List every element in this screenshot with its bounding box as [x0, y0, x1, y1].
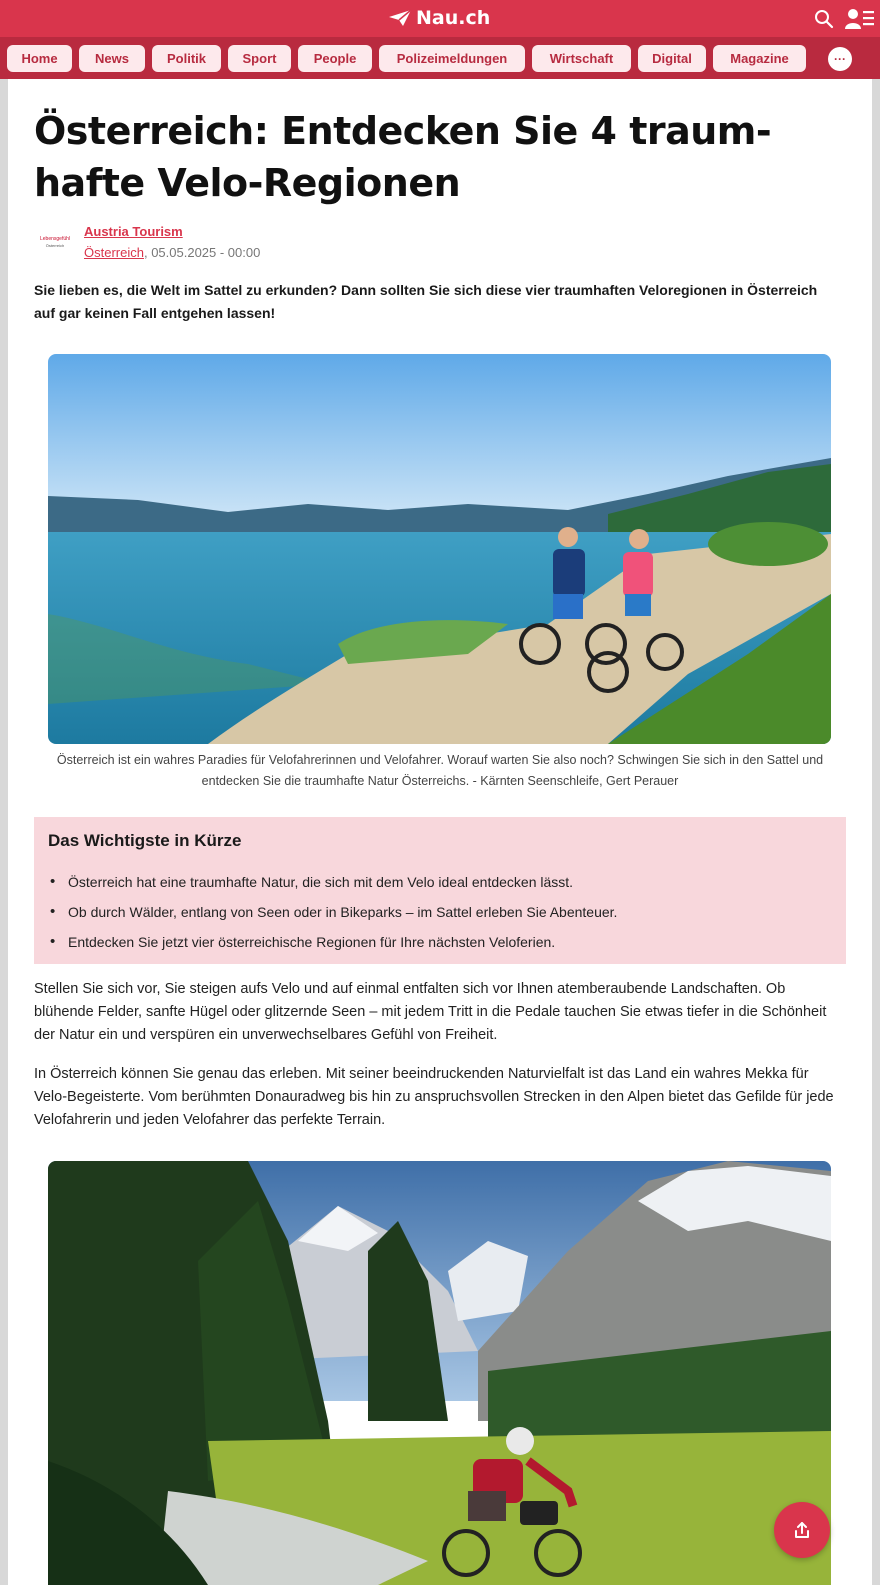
category-nav	[0, 37, 880, 79]
summary-box	[34, 817, 846, 964]
lake-scene-image	[48, 354, 831, 744]
article-image-mountain-cyclist[interactable]	[48, 1161, 831, 1585]
article-paragraph: Stellen Sie sich vor, Sie steigen aufs Velo und auf einmal entfalten sich vor Ihnen atemberaubende Landschaften. Ob blühende Felder, sanfte Hügel oder glitzernde Seen – mit jedem Tritt in die Pedale tauchen Sie etwas tiefer in die Schönheit der Natur ein und verspüren ein unverwechselbares Gefühl von Freiheit.	[34, 981, 827, 1043]
search-button[interactable]	[812, 7, 836, 31]
nav-item-people[interactable]: People	[298, 45, 372, 72]
article-title: Österreich: Entdecken Sie 4 traumhafte Velo-Regionen	[34, 109, 772, 205]
nav-item-wirtschaft[interactable]: Wirtschaft	[532, 45, 631, 72]
site-logo[interactable]	[388, 6, 490, 30]
user-menu-icon	[845, 8, 875, 30]
share-icon	[792, 1520, 812, 1540]
article-lead: Sie lieben es, die Welt im Sattel zu erkunden? Dann sollten Sie sich diese vier traumhaften Veloregionen in Österreich auf gar keinen Fall entgehen lassen!	[34, 282, 818, 321]
article-paragraph: In Österreich können Sie genau das erleben. Mit seiner beeindruckenden Naturvielfalt ist das Land ein wahres Mekka für Velo-Begeisterte. Vom berühmten Donauradweg bis hin zu anspruchsvollen Strecken in den Alpen bietet das Gefilde für jede Velofahrerin und jeden Velofahrer das perfekte Terrain.	[34, 1066, 834, 1128]
author-logo-line1: Lebensgefühl	[39, 236, 71, 242]
site-logo-text: Nau.ch	[416, 7, 491, 29]
summary-item: • Österreich hat eine traumhafte Natur, die sich mit dem Velo ideal entdecken lässt.	[48, 867, 828, 897]
nav-item-politik[interactable]: Politik	[152, 45, 221, 72]
share-button[interactable]	[774, 1502, 830, 1558]
publish-date: , 05.05.2025 - 00:00	[143, 245, 261, 260]
user-menu-button[interactable]	[844, 7, 876, 31]
author-logo	[34, 232, 76, 252]
author-link[interactable]: Austria Tourism	[84, 224, 183, 239]
article-image-lake-cyclists[interactable]	[48, 354, 831, 744]
top-bar	[0, 0, 880, 37]
nav-item-polizeimeldungen[interactable]: Polizeimeldungen	[379, 45, 525, 72]
paper-plane-icon	[388, 9, 412, 27]
search-icon	[814, 9, 834, 29]
nav-item-home[interactable]: Home	[7, 45, 72, 72]
author-logo-line2: Österreich	[45, 243, 65, 248]
summary-item: • Ob durch Wälder, entlang von Seen oder in Bikeparks – im Sattel erleben Sie Abenteuer.	[48, 897, 828, 927]
summary-item: • Entdecken Sie jetzt vier österreichische Regionen für Ihre nächsten Veloferien.	[48, 927, 828, 957]
nav-item-digital[interactable]: Digital	[638, 45, 706, 72]
summary-list	[48, 867, 828, 957]
summary-title: Das Wichtigste in Kürze	[48, 831, 242, 850]
mountain-scene-image	[48, 1161, 831, 1585]
category-link[interactable]: Österreich	[84, 245, 144, 260]
nav-item-magazine[interactable]: Magazine	[713, 45, 806, 72]
image-caption: Österreich ist ein wahres Paradies für Velofahrerinnen und Velofahrer. Worauf warten Sie also noch? Schwingen Sie sich in den Sattel und entdecken Sie die traumhafte Natur Österreichs. - Kärnten Seenschleife, Gert Perauer	[56, 753, 824, 788]
nav-more-button[interactable]: ···	[828, 47, 852, 71]
article-meta	[84, 245, 260, 260]
nav-item-news[interactable]: News	[79, 45, 145, 72]
nav-item-sport[interactable]: Sport	[228, 45, 291, 72]
